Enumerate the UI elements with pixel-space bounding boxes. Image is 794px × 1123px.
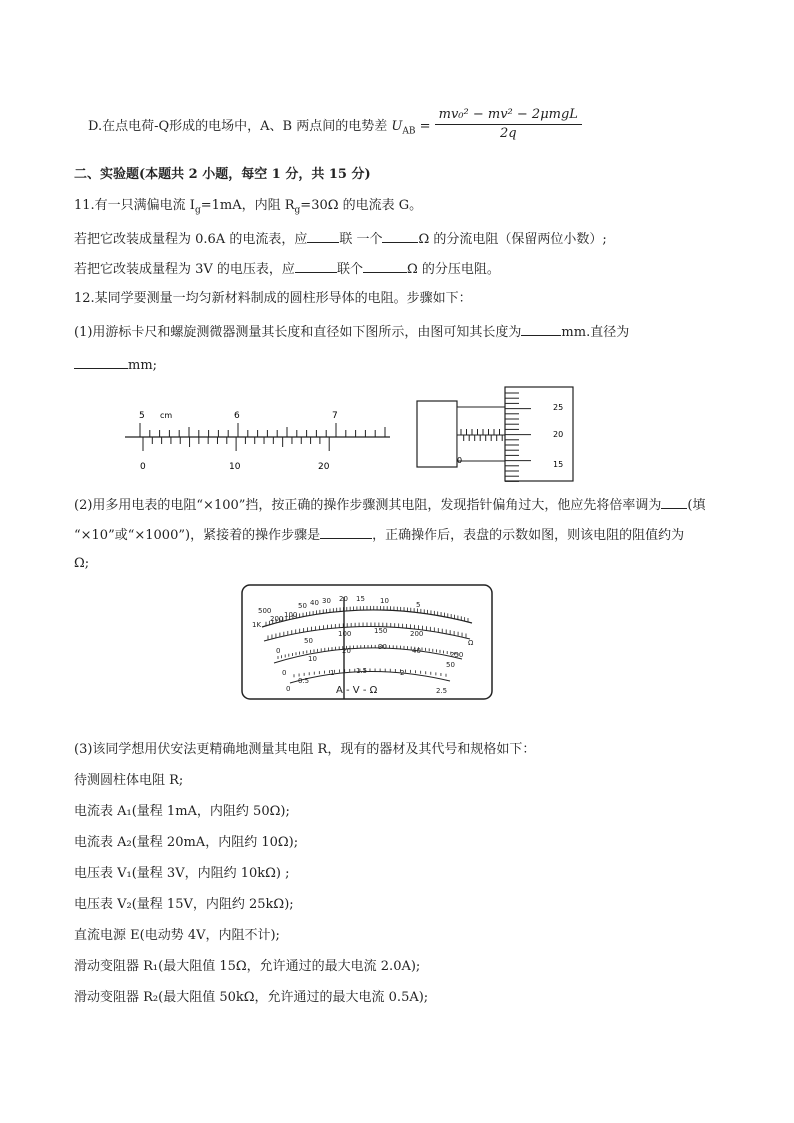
mid-200: 200 [410, 630, 424, 638]
low-30: 30 [378, 643, 387, 651]
potential-difference-symbol: U [391, 119, 403, 134]
q11-line3-text-b: 联个 [336, 262, 363, 277]
ohm-500: 500 [258, 607, 272, 615]
ohm-1k: 1K [252, 621, 262, 629]
ac-1-5: 1.5 [356, 667, 368, 675]
answer-blank[interactable] [320, 524, 372, 539]
q11-line3-text-c: Ω 的分压电阻。 [406, 262, 500, 277]
vernier-label-20: 20 [318, 462, 330, 472]
caliper-label-cm: cm [160, 411, 173, 420]
option-d-text: D.在点电荷-Q形成的电场中，A、B 两点间的电势差 [88, 119, 392, 134]
vernier-label-0: 0 [140, 462, 146, 472]
ohm-15: 15 [356, 595, 365, 603]
ohm-20: 20 [339, 595, 348, 603]
mid-50: 50 [304, 637, 313, 645]
caliper-label-7: 7 [332, 411, 338, 421]
equipment-item: 待测圆柱体电阻 R; [74, 773, 184, 788]
multimeter-dial-figure [240, 583, 495, 703]
thimble-label-20: 20 [553, 430, 564, 439]
equipment-item: 滑动变阻器 R₂(最大阻值 50kΩ，允许通过的最大电流 0.5A); [74, 990, 429, 1005]
mid-150: 150 [374, 627, 388, 635]
thimble-label-25: 25 [553, 403, 564, 412]
q12-p2-text-a: (2)用多用电表的电阻“×100”挡，按正确的操作步骤测其电阻，发现指针偏角过大，他应先将倍率调为 [74, 498, 662, 513]
equipment-item: 电压表 V₂(量程 15V，内阻约 25kΩ); [74, 897, 294, 912]
q12-p2-text-c: “×10”或“×1000”)，紧接着的操作步骤是 [74, 528, 321, 543]
q11-text-a: 11.有一只满偏电流 I [74, 198, 195, 213]
ohm-10: 10 [380, 597, 389, 605]
q11-line2-text-b: 联 一个 [339, 232, 383, 247]
answer-blank[interactable] [307, 228, 339, 243]
ohm-symbol: Ω [468, 639, 474, 647]
q12-p1-text-a: (1)用游标卡尺和螺旋测微器测量其长度和直径如下图所示，由图可知其长度为 [74, 325, 522, 340]
low-10: 10 [308, 655, 317, 663]
vernier-label-10: 10 [229, 462, 241, 472]
q12-part2-line1 [74, 494, 706, 515]
ohm-40: 40 [310, 599, 319, 607]
equipment-item: 电压表 V₁(量程 3V，内阻约 10kΩ) ; [74, 866, 290, 881]
q12-part2-line2 [74, 524, 684, 545]
q11-text-b: =1mA，内阻 R [200, 198, 295, 213]
ohm-100: 100 [284, 611, 298, 619]
q12-p1-text-c: mm; [128, 358, 158, 373]
answer-blank[interactable] [661, 494, 687, 509]
q12-p2-text-d: ，正确操作后，表盘的示数如图，则该电阻的阻值约为 [372, 528, 685, 543]
low-0: 0 [282, 669, 287, 677]
equipment-item: 电流表 A₂(量程 20mA，内阻约 10Ω); [74, 835, 299, 850]
option-d [88, 107, 582, 143]
dial-label: A - V - Ω [336, 685, 378, 696]
q11-line3 [74, 258, 500, 279]
q12-part2-line3: Ω; [74, 556, 90, 571]
q12-part3-intro: (3)该同学想用伏安法更精确地测量其电阻 R，现有的器材及其代号和规格如下： [74, 742, 536, 757]
mid-250: 250 [450, 651, 464, 659]
q11-text-c: =30Ω 的电流表 G。 [300, 198, 423, 213]
equipment-item: 电流表 A₁(量程 1mA，内阻约 50Ω); [74, 804, 290, 819]
caliper-label-5: 5 [139, 411, 145, 421]
sleeve-label-0: 0 [457, 456, 463, 465]
q12-part1-line2 [74, 354, 157, 375]
formula-denominator: 2q [499, 126, 517, 141]
mid-0: 0 [276, 647, 281, 655]
vernier-caliper-figure [120, 405, 400, 475]
ac-2: 2 [400, 669, 405, 677]
ohm-30: 30 [322, 597, 331, 605]
q12-part1-line1 [74, 321, 629, 342]
q11-line1 [74, 197, 422, 220]
ohm-5: 5 [416, 601, 421, 609]
formula-numerator: mv₀² − mv² − 2μmgL [435, 106, 582, 125]
ac-0: 0 [286, 685, 291, 693]
q11-sub-a: g [194, 205, 201, 216]
thimble-label-15: 15 [553, 460, 564, 469]
answer-blank[interactable] [521, 321, 561, 336]
ohm-200: 200 [270, 615, 284, 623]
q11-line2 [74, 228, 607, 249]
low-20: 20 [342, 647, 351, 655]
q12-intro: 12.某同学要测量一均匀新材料制成的圆柱形导体的电阻。步骤如下： [74, 291, 472, 306]
answer-blank[interactable] [363, 258, 407, 273]
q11-sub-b: g [294, 205, 301, 216]
micrometer-figure [415, 385, 577, 483]
answer-blank[interactable] [382, 228, 418, 243]
mid-100: 100 [338, 630, 352, 638]
section-heading: 二、实验题(本题共 2 小题，每空 1 分，共 15 分) [74, 167, 371, 182]
ac-2-5: 2.5 [436, 687, 448, 695]
answer-blank[interactable] [74, 354, 128, 369]
q12-p1-text-b: mm.直径为 [561, 325, 630, 340]
ac-0-5: 0.5 [298, 677, 310, 685]
answer-blank[interactable] [295, 258, 337, 273]
low-40: 40 [412, 647, 421, 655]
ohm-50: 50 [298, 602, 307, 610]
q12-p2-text-b: (填 [687, 498, 706, 513]
q11-line2-text-c: Ω 的分流电阻（保留两位小数）; [418, 232, 607, 247]
caliper-label-6: 6 [234, 411, 240, 421]
formula-fraction [435, 106, 582, 143]
potential-difference-subscript: AB [402, 126, 416, 137]
equipment-item: 直流电源 E(电动势 4V，内阻不计); [74, 928, 280, 943]
equals-sign: = [415, 119, 435, 134]
q11-line2-text-a: 若把它改装成量程为 0.6A 的电流表，应 [74, 232, 308, 247]
q11-line3-text-a: 若把它改装成量程为 3V 的电压表，应 [74, 262, 295, 277]
ac-1: 1 [330, 669, 335, 677]
equipment-item: 滑动变阻器 R₁(最大阻值 15Ω，允许通过的最大电流 2.0A); [74, 959, 421, 974]
low-50: 50 [446, 661, 455, 669]
